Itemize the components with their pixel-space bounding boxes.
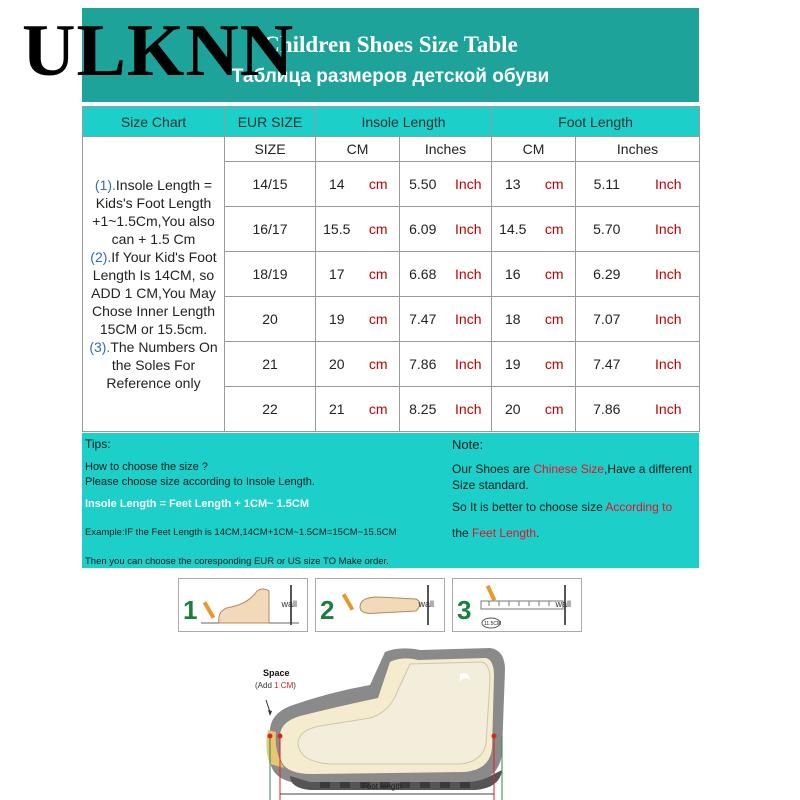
tips-line-2: Please choose size according to Insole Length.: [85, 476, 315, 488]
note-line-1: Our Shoes are Chinese Size,Have a different Size standard.: [452, 462, 692, 492]
tips-example: Example:IF the Feet Length is 14CM,14CM+1CM~1.5CM=15CM~15.5CM: [85, 527, 397, 538]
space-sub-label: (Add 1 CM): [255, 681, 296, 690]
table-header-row: [83, 107, 700, 137]
foot-inch-cell: 7.86 Inch: [576, 387, 700, 432]
size-cell: 18/19: [225, 252, 316, 297]
foot-cm-cell: 16 cm: [492, 252, 576, 297]
space-label: Space: [263, 668, 290, 678]
header-foot-length: Foot Length: [492, 107, 700, 137]
tips-formula: Insole Length = Feet Length + 1CM~ 1.5CM: [85, 498, 310, 510]
step-3-panel: [452, 578, 582, 632]
header-insole-length: Insole Length: [316, 107, 492, 137]
foot-cm-cell: 18 cm: [492, 297, 576, 342]
shoe-foot-diagram: [250, 640, 520, 800]
size-cell: 14/15: [225, 162, 316, 207]
wall-label: wall: [555, 599, 571, 609]
svg-text:11.5CM: 11.5CM: [484, 621, 502, 627]
foot-inch-cell: 6.29 Inch: [576, 252, 700, 297]
table-subheader-row: [83, 137, 700, 162]
foot-cm-cell: 20 cm: [492, 387, 576, 432]
note-line-2: So It is better to choose size According to: [452, 500, 673, 514]
note-item-1: (1).Insole Length = Kids's Foot Length +1~1.5Cm,You also can + 1.5 Cm: [92, 177, 215, 247]
note-item-3: (3).The Numbers On the Soles For Reference only: [89, 339, 218, 391]
foot-inch-cell: 7.47 Inch: [576, 342, 700, 387]
note-line-3: the Feet Length.: [452, 526, 540, 540]
wall-label: wall: [418, 599, 434, 609]
watermark-logo: ULKNN: [22, 10, 295, 92]
size-notes: [83, 137, 225, 432]
size-table: [82, 106, 700, 432]
subheader-size: SIZE: [225, 137, 316, 162]
note-title: Note:: [452, 437, 484, 452]
tips-section: [85, 437, 445, 569]
step-number: 2: [320, 595, 335, 625]
insole-inch-cell: 7.86 Inch: [400, 342, 492, 387]
insole-cm-cell: 19 cm: [316, 297, 400, 342]
insole-inch-cell: 5.50 Inch: [400, 162, 492, 207]
insole-inch-cell: 7.47 Inch: [400, 297, 492, 342]
insole-cm-cell: 15.5 cm: [316, 207, 400, 252]
header-size-chart: Size Chart: [83, 107, 225, 137]
foot-cm-cell: 13 cm: [492, 162, 576, 207]
foot-length-label: Foot length: [362, 782, 403, 791]
header-eur-size: EUR SIZE: [225, 107, 316, 137]
subheader-foot-cm: CM: [492, 137, 576, 162]
step-number: 1: [183, 595, 198, 625]
insole-cm-cell: 20 cm: [316, 342, 400, 387]
foot-inch-cell: 5.70 Inch: [576, 207, 700, 252]
foot-inch-cell: 7.07 Inch: [576, 297, 700, 342]
tips-line-1: How to choose the size ?: [85, 461, 208, 473]
size-cell: 16/17: [225, 207, 316, 252]
note-section: [452, 437, 699, 541]
wall-label: wall: [281, 599, 297, 609]
size-cell: 21: [225, 342, 316, 387]
insole-inch-cell: 6.68 Inch: [400, 252, 492, 297]
foot-cm-cell: 19 cm: [492, 342, 576, 387]
tips-title: Tips:: [85, 437, 111, 451]
insole-cm-cell: 17 cm: [316, 252, 400, 297]
tips-then: Then you can choose the coresponding EUR or US size TO Make order.: [85, 556, 389, 567]
step-1-panel: [178, 578, 308, 632]
foot-cm-cell: 14.5 cm: [492, 207, 576, 252]
insole-inch-cell: 8.25 Inch: [400, 387, 492, 432]
size-cell: 20: [225, 297, 316, 342]
foot-inch-cell: 5.11 Inch: [576, 162, 700, 207]
step-number: 3: [457, 595, 472, 625]
subheader-insole-inches: Inches: [400, 137, 492, 162]
insole-inch-cell: 6.09 Inch: [400, 207, 492, 252]
title-russian: Таблица размеров детской обуви: [231, 66, 550, 87]
size-cell: 22: [225, 387, 316, 432]
subheader-foot-inches: Inches: [576, 137, 700, 162]
insole-cm-cell: 14 cm: [316, 162, 400, 207]
subheader-insole-cm: CM: [316, 137, 400, 162]
step-2-panel: [315, 578, 445, 632]
tips-panel: [82, 433, 699, 568]
note-item-2: (2).If Your Kid's Foot Length Is 14CM, so ADD 1 CM,You May Chose Inner Length 15CM or 15.5cm.: [90, 249, 217, 337]
insole-cm-cell: 21 cm: [316, 387, 400, 432]
title-english: Children Shoes Size Table: [263, 32, 518, 57]
